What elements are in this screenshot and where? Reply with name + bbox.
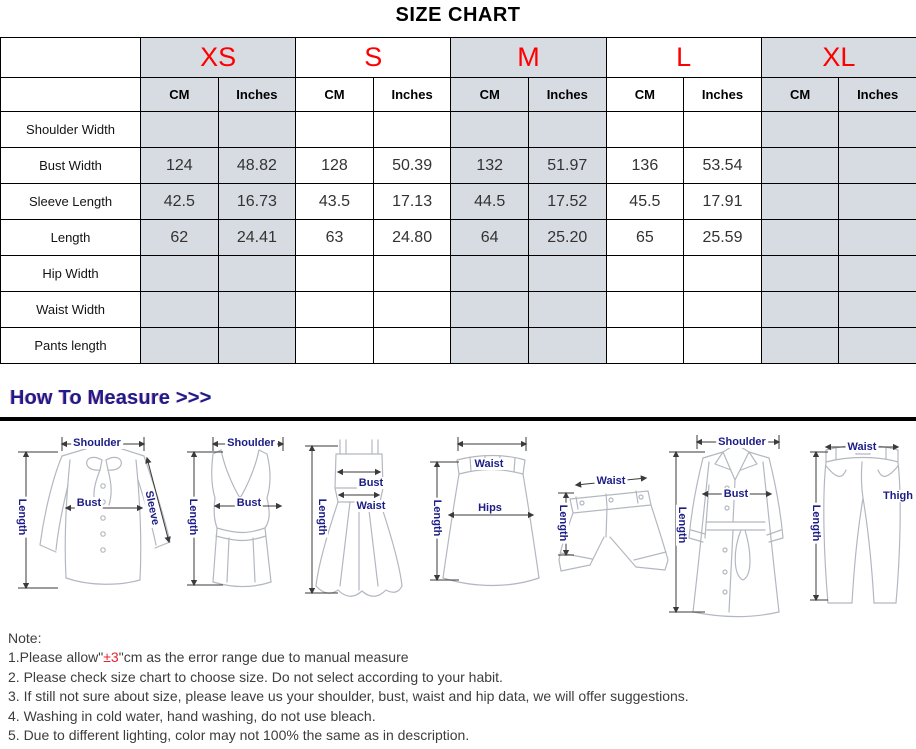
- table-cell: [451, 112, 529, 148]
- shorts-waist-label: Waist: [596, 475, 626, 487]
- row-label: Pants length: [1, 328, 141, 364]
- table-cell: [296, 256, 374, 292]
- table-cell: 45.5: [606, 184, 684, 220]
- corner-cell: [1, 78, 141, 112]
- pants-thigh-label: Thigh: [883, 490, 913, 502]
- table-row-shoulder-width: [1, 112, 916, 148]
- table-cell: [296, 292, 374, 328]
- table-cell: [528, 292, 606, 328]
- table-row-pants-length: [1, 328, 916, 364]
- tank-length-label: Length: [187, 498, 199, 536]
- blouse-shoulder-label: Shoulder: [73, 437, 121, 449]
- table-cell: 64: [451, 220, 529, 256]
- table-cell: [141, 292, 219, 328]
- unit-header: CM: [761, 78, 839, 112]
- unit-header-row: [1, 78, 916, 112]
- dress-length-label: Length: [316, 498, 328, 536]
- unit-header: Inches: [218, 78, 296, 112]
- table-cell: [606, 328, 684, 364]
- skirt-waist-label: Waist: [474, 458, 504, 470]
- table-cell: [761, 292, 839, 328]
- table-cell: [451, 256, 529, 292]
- table-cell: 17.91: [684, 184, 762, 220]
- size-header-row: [1, 38, 916, 78]
- unit-header: Inches: [373, 78, 451, 112]
- table-row-bust-width: [1, 148, 916, 184]
- table-cell: [528, 112, 606, 148]
- table-cell: 24.41: [218, 220, 296, 256]
- skirt-hips-label: Hips: [478, 502, 502, 514]
- note-line-5: 5. Due to different lighting, color may not 100% the same as in description.: [8, 727, 470, 744]
- table-cell: [761, 184, 839, 220]
- table-cell: [761, 112, 839, 148]
- table-cell: 44.5: [451, 184, 529, 220]
- row-label: Waist Width: [1, 292, 141, 328]
- table-cell: [218, 256, 296, 292]
- unit-header: CM: [141, 78, 219, 112]
- size-header-l: L: [606, 38, 761, 78]
- row-label: Length: [1, 220, 141, 256]
- table-cell: [684, 292, 762, 328]
- unit-header: Inches: [684, 78, 762, 112]
- unit-header: CM: [296, 78, 374, 112]
- pants-waist-label: Waist: [847, 441, 877, 453]
- table-cell: 42.5: [141, 184, 219, 220]
- size-header-s: S: [296, 38, 451, 78]
- table-cell: [839, 256, 916, 292]
- blouse-length-label: Length: [16, 498, 28, 536]
- table-cell: 16.73: [218, 184, 296, 220]
- table-cell: 17.52: [528, 184, 606, 220]
- table-cell: [218, 328, 296, 364]
- table-row-hip-width: [1, 256, 916, 292]
- table-cell: 65: [606, 220, 684, 256]
- pants-length-label: Length: [810, 504, 822, 542]
- table-cell: [451, 328, 529, 364]
- table-cell: [606, 112, 684, 148]
- row-label: Bust Width: [1, 148, 141, 184]
- skirt-length-label: Length: [431, 499, 443, 537]
- table-cell: [141, 112, 219, 148]
- blouse-sleeve-label: Sleeve: [142, 489, 162, 527]
- table-cell: [296, 112, 374, 148]
- unit-header: CM: [606, 78, 684, 112]
- table-cell: [761, 148, 839, 184]
- note-line-2: 2. Please check size chart to choose size. Do not select according to your habit.: [8, 668, 503, 685]
- table-cell: [684, 112, 762, 148]
- section-divider: [0, 417, 916, 421]
- measure-diagrams: [0, 425, 916, 630]
- table-row-sleeve-length: [1, 184, 916, 220]
- tank-bust-label: Bust: [236, 497, 262, 509]
- dress-bust-label: Bust: [358, 477, 384, 489]
- size-header-xl: XL: [761, 38, 916, 78]
- row-label: Sleeve Length: [1, 184, 141, 220]
- table-cell: [606, 292, 684, 328]
- tank-shoulder-label: Shoulder: [227, 437, 275, 449]
- table-cell: [839, 112, 916, 148]
- error-range-value: ±3: [103, 649, 119, 666]
- notes-section: [8, 629, 908, 745]
- table-cell: 124: [141, 148, 219, 184]
- table-row-length: [1, 220, 916, 256]
- table-cell: 43.5: [296, 184, 374, 220]
- note-line-3: 3. If still not sure about size, please leave us your shoulder, bust, waist and hip data, we will offer suggestions.: [8, 688, 689, 705]
- table-cell: [373, 112, 451, 148]
- notes-heading: Note:: [8, 630, 42, 646]
- size-header-m: M: [451, 38, 606, 78]
- table-cell: [839, 148, 916, 184]
- coat-length-label: Length: [676, 506, 688, 544]
- row-label: Hip Width: [1, 256, 141, 292]
- table-cell: 24.80: [373, 220, 451, 256]
- note-line-4: 4. Washing in cold water, hand washing, do not use bleach.: [8, 707, 376, 724]
- table-cell: 63: [296, 220, 374, 256]
- table-cell: [761, 328, 839, 364]
- table-cell: [606, 256, 684, 292]
- pants-drawing: [808, 428, 913, 610]
- table-cell: [218, 292, 296, 328]
- table-cell: [684, 256, 762, 292]
- tank-top-drawing: [183, 430, 298, 605]
- table-cell: 136: [606, 148, 684, 184]
- table-cell: [761, 220, 839, 256]
- table-cell: [684, 328, 762, 364]
- table-cell: [839, 328, 916, 364]
- table-cell: 128: [296, 148, 374, 184]
- table-cell: [839, 292, 916, 328]
- page-title: SIZE CHART: [395, 4, 521, 26]
- size-header-xs: XS: [141, 38, 296, 78]
- table-cell: [761, 256, 839, 292]
- coat-bust-label: Bust: [723, 488, 749, 500]
- table-cell: 48.82: [218, 148, 296, 184]
- table-cell: [218, 112, 296, 148]
- table-cell: [373, 292, 451, 328]
- size-chart-table: [0, 37, 916, 364]
- table-cell: [451, 292, 529, 328]
- unit-header: Inches: [528, 78, 606, 112]
- table-cell: [528, 256, 606, 292]
- table-cell: [839, 184, 916, 220]
- corner-cell: [1, 38, 141, 78]
- note-line-1: 1.Please allow"±3"cm as the error range due to manual measure: [8, 649, 409, 666]
- skirt-drawing: [425, 430, 550, 610]
- table-cell: [296, 328, 374, 364]
- coat-shoulder-label: Shoulder: [718, 436, 766, 448]
- table-cell: 25.59: [684, 220, 762, 256]
- table-cell: 25.20: [528, 220, 606, 256]
- table-cell: 132: [451, 148, 529, 184]
- shorts-length-label: Length: [557, 504, 569, 542]
- table-cell: 17.13: [373, 184, 451, 220]
- table-cell: [528, 328, 606, 364]
- table-cell: [373, 328, 451, 364]
- dress-waist-label: Waist: [356, 500, 386, 512]
- row-label: Shoulder Width: [1, 112, 141, 148]
- table-cell: [141, 256, 219, 292]
- table-cell: [839, 220, 916, 256]
- table-cell: 50.39: [373, 148, 451, 184]
- unit-header: CM: [451, 78, 529, 112]
- table-cell: 53.54: [684, 148, 762, 184]
- table-cell: 51.97: [528, 148, 606, 184]
- blouse-bust-label: Bust: [76, 497, 102, 509]
- how-to-measure-heading: How To Measure >>>: [10, 387, 212, 409]
- table-cell: 62: [141, 220, 219, 256]
- table-cell: [373, 256, 451, 292]
- unit-header: Inches: [839, 78, 916, 112]
- table-row-waist-width: [1, 292, 916, 328]
- table-cell: [141, 328, 219, 364]
